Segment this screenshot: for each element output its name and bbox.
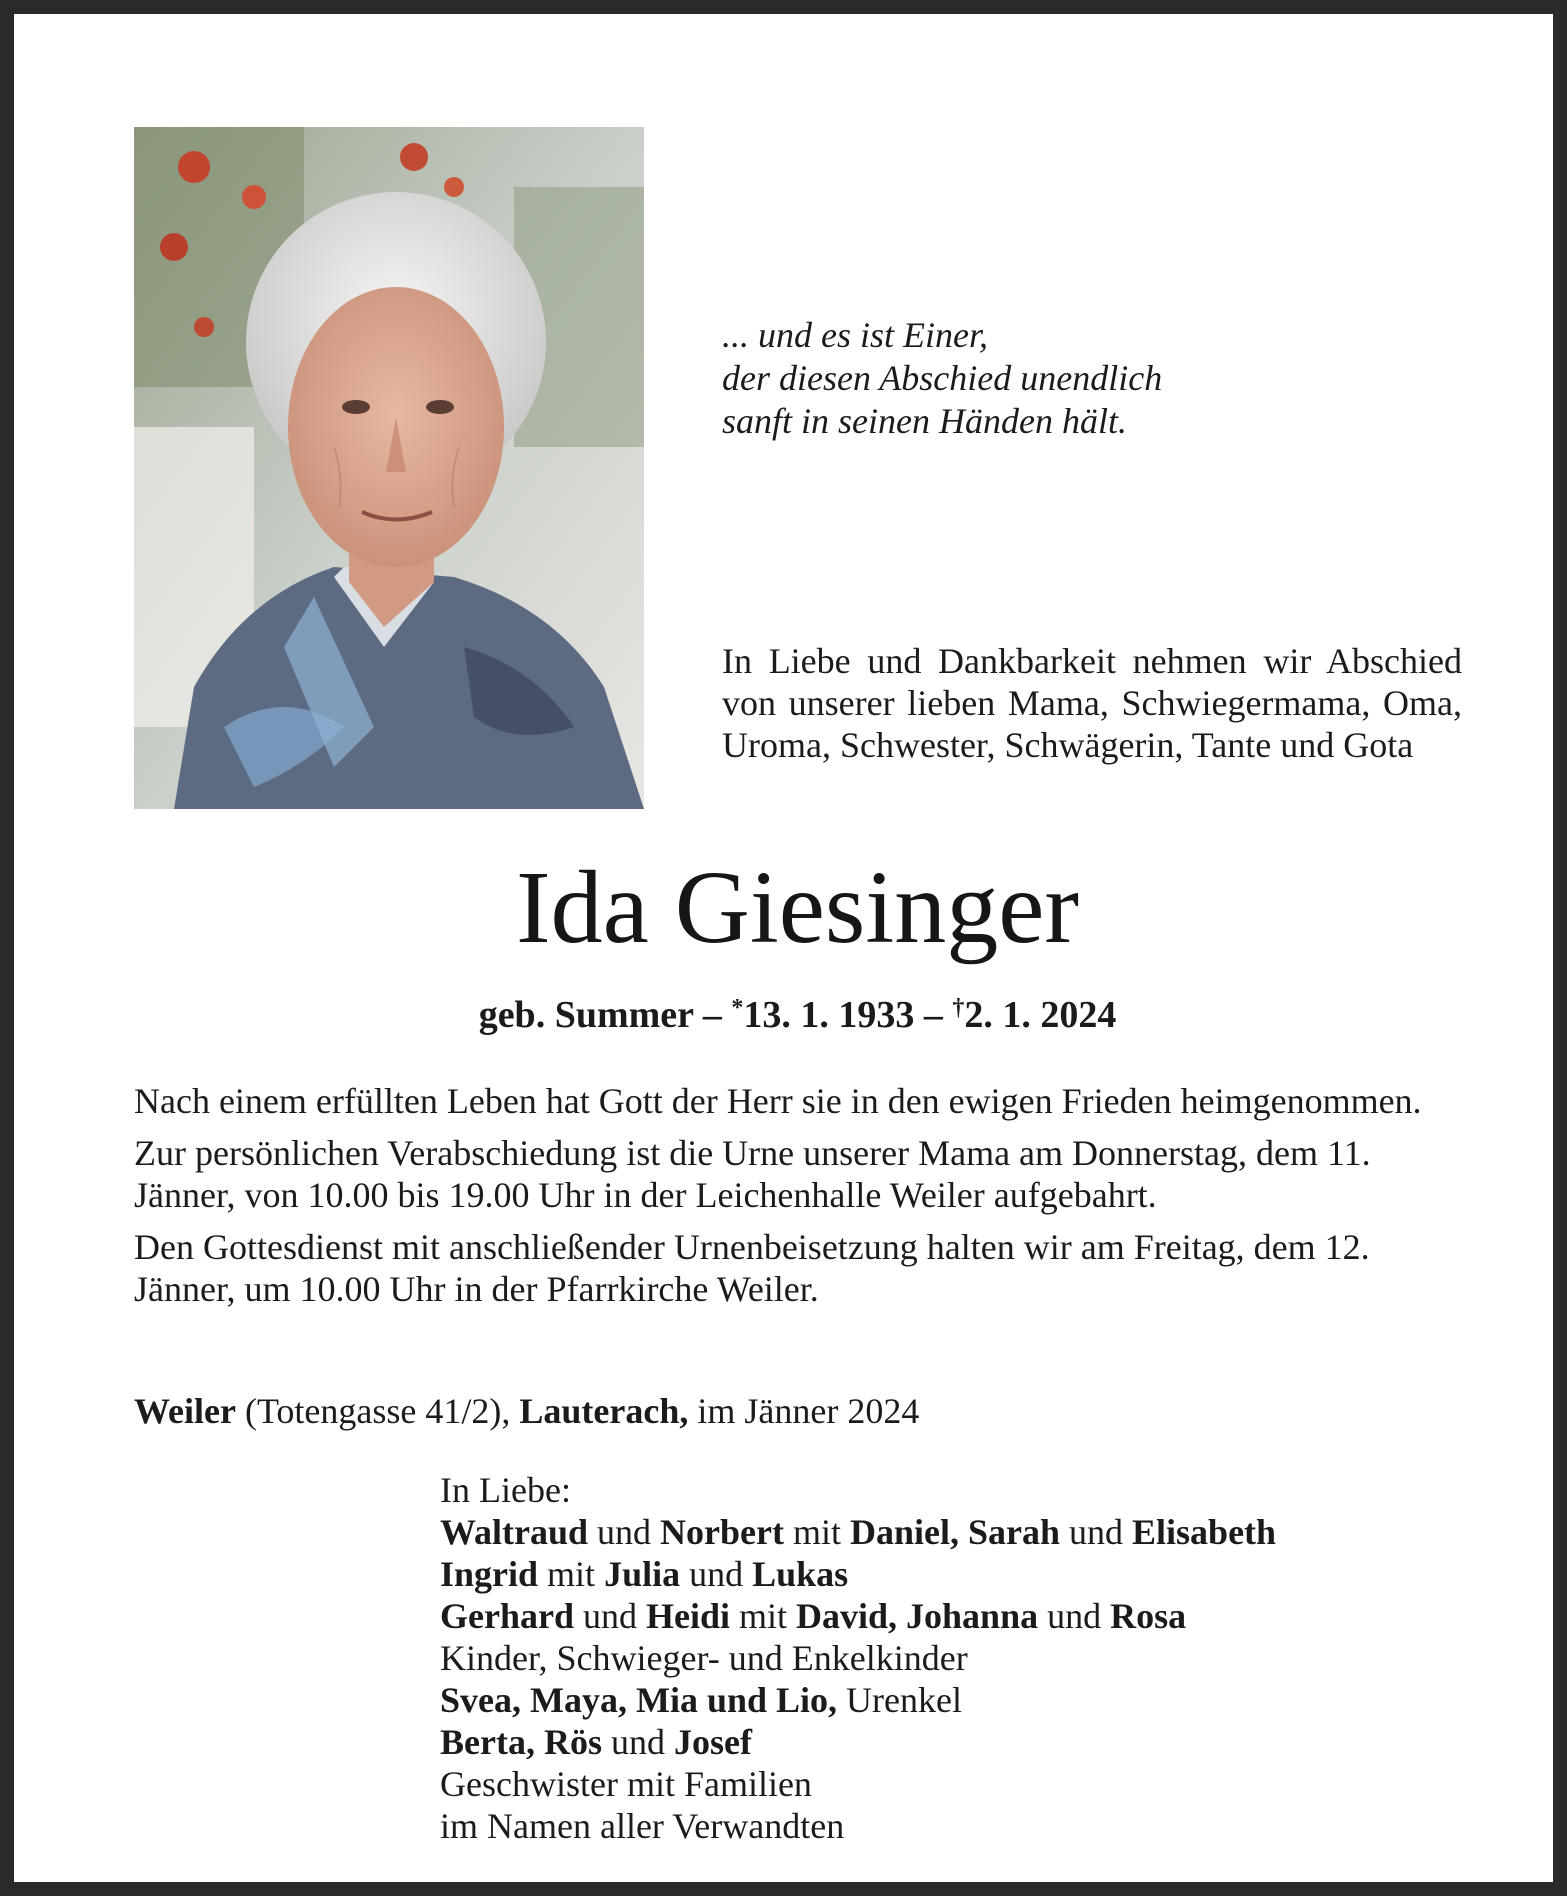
- role: Urenkel: [846, 1680, 962, 1720]
- family-intro: In Liebe:: [440, 1470, 571, 1510]
- portrait-photo: [134, 127, 644, 809]
- quote-line-3: sanft in seinen Händen hält.: [722, 401, 1127, 441]
- family-closing: im Namen aller Verwandten: [440, 1806, 845, 1846]
- name: Svea, Maya, Mia und Lio,: [440, 1680, 838, 1720]
- farewell-intro: In Liebe und Dankbarkeit nehmen wir Abschied von unserer lieben Mama, Schwiegermama, Oma, Uroma, Schwester, Schwägerin, Tante und Gota: [722, 641, 1462, 765]
- life-dates: [14, 992, 1567, 1038]
- family-line-great-grandchildren: [440, 1679, 1480, 1721]
- family-line-2: [440, 1553, 1480, 1595]
- mourners-list: [440, 1469, 1480, 1847]
- family-role-siblings: Geschwister mit Familien: [440, 1764, 812, 1804]
- quote-verse: [722, 314, 1482, 443]
- family-line-3: [440, 1595, 1480, 1637]
- quote-line-2: der diesen Abschied unendlich: [722, 358, 1163, 398]
- dash-1: –: [702, 994, 722, 1036]
- paragraph-service: Den Gottesdienst mit anschließender Urnenbeisetzung halten wir am Freitag, dem 12. Jänner, um 10.00 Uhr in der Pfarrkirche Weiler.: [134, 1227, 1370, 1309]
- name: Lukas: [752, 1554, 849, 1594]
- connector: mit: [547, 1554, 596, 1594]
- birth-symbol: *: [731, 995, 744, 1021]
- name: David, Johanna: [796, 1596, 1039, 1636]
- name: Waltraud: [440, 1512, 589, 1552]
- death-symbol: †: [952, 995, 965, 1021]
- town-weiler: Weiler: [134, 1391, 236, 1431]
- birth-name: geb. Summer: [478, 994, 694, 1036]
- connector: und: [689, 1554, 744, 1594]
- connector: und: [1069, 1512, 1124, 1552]
- name: Josef: [673, 1722, 752, 1762]
- connector: mit: [739, 1596, 788, 1636]
- deceased-name: Ida Giesinger: [515, 850, 1080, 965]
- name: Ingrid: [440, 1554, 539, 1594]
- family-role-children: Kinder, Schwieger- und Enkelkinder: [440, 1638, 968, 1678]
- birth-date: 13. 1. 1933: [743, 994, 915, 1036]
- connector: mit: [792, 1512, 841, 1552]
- name: Berta, Rös: [440, 1722, 602, 1762]
- dash-2: –: [923, 994, 943, 1036]
- name: Norbert: [660, 1512, 784, 1552]
- paragraph-viewing: Zur persönlichen Verabschiedung ist die Urne unserer Mama am Donnerstag, dem 11. Jänner, von 10.00 bis 19.00 Uhr in der Leichenhalle Weiler aufgebahrt.: [134, 1133, 1371, 1215]
- town-lauterach: Lauterach,: [519, 1391, 689, 1431]
- name: Gerhard: [440, 1596, 574, 1636]
- death-date: 2. 1. 2024: [964, 994, 1117, 1036]
- family-line-siblings: [440, 1721, 1480, 1763]
- paragraph-passing: Nach einem erfüllten Leben hat Gott der Herr sie in den ewigen Frieden heimgenommen.: [134, 1081, 1422, 1121]
- place-and-date: [134, 1390, 1464, 1432]
- connector: und: [1047, 1596, 1102, 1636]
- name: Julia: [604, 1554, 681, 1594]
- address: (Totengasse 41/2),: [244, 1391, 511, 1431]
- connector: und: [597, 1512, 652, 1552]
- connector: und: [582, 1596, 637, 1636]
- name: Rosa: [1110, 1596, 1187, 1636]
- family-line-1: [440, 1511, 1480, 1553]
- quote-line-1: ... und es ist Einer,: [722, 315, 988, 355]
- connector: und: [610, 1722, 665, 1762]
- month-year: im Jänner 2024: [697, 1391, 920, 1431]
- announcement-text: [134, 1080, 1464, 1320]
- name: Daniel, Sarah: [850, 1512, 1061, 1552]
- name: Heidi: [645, 1596, 730, 1636]
- name: Elisabeth: [1132, 1512, 1277, 1552]
